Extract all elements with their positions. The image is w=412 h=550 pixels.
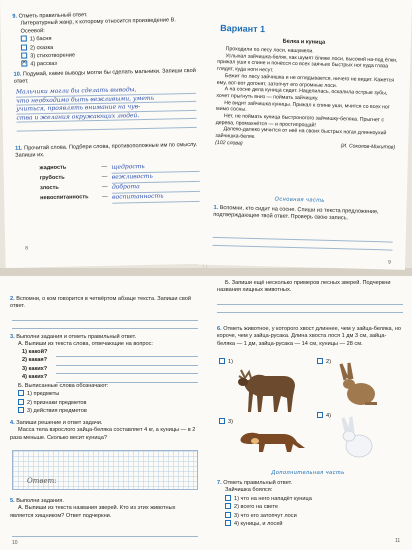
checkbox[interactable] [18, 390, 24, 396]
brown-hare-icon [335, 362, 385, 410]
question-10 [14, 68, 199, 87]
checkbox[interactable] [18, 399, 24, 405]
question-9 [12, 10, 198, 70]
answer-line: ства и желания окружающих людей. [16, 110, 196, 122]
option-1-moose[interactable]: 1) [219, 358, 305, 416]
answer-label: Ответ: [27, 477, 57, 485]
answer-line [12, 528, 198, 537]
q5-part-b: Б. Запиши ещё несколько примеров лесных зверей. Подчеркни названия хищных животных. [217, 280, 391, 294]
story-text: Проходили по лесу лоси, нашумели. Услыхал зайчишка-беляк, как шумят ближе лоси, высокий на-под ёлки, прижал уши к спине и понёсся со всех заячьих быстрых ног куда глаза глядят, куда ноги несут. Бежит по лесу зайчишка и не оглядывается, ничего не видит. Кажется ему, вот-вот догонят, затопчут его огромные лоси. А на сосне дела куница сидит. Нацелилась, оскалила острые зубы, хочет прыгнуть вниз — поймать зайчишку. Не видит зайчишка куницы. Прижал к спине уши, мчится со всех ног мимо сосны. Нет, не поймать куница быстроногого зайчишку-беляка. Прыгнет с дерева, промахнётся — и простипрощай! Далеко-далеко умчится от неё на своих быстрых ногах длинноухий зайчишка-беляк. (102 слова) (И. Соколов-Микитов) [215, 46, 398, 151]
solution-grid[interactable] [12, 450, 198, 490]
q9-num: 9. [12, 13, 18, 20]
pair-row: злость — доброта [40, 182, 200, 195]
q7-option-4[interactable]: 4) куницы, и лосей [225, 520, 403, 528]
page-number: 11 [395, 538, 401, 544]
q11-pairs [39, 162, 200, 205]
q5-answer-lines[interactable] [12, 528, 198, 537]
question-2: 2. Вспомни, о ком говорится в четвёртом абзаце текста. Запиши свой ответ. [10, 296, 191, 310]
story-title: Белка и куница [282, 38, 326, 46]
page-9 [198, 0, 412, 270]
option-2-hare[interactable]: 2) [317, 358, 385, 410]
answer-field[interactable] [56, 374, 198, 383]
q7-option-3[interactable]: 3) что его затопчут лоси [225, 512, 403, 520]
answer-line: учиться, проявлять внимание на чув- [16, 102, 196, 114]
page-number: 10 [12, 540, 18, 546]
white-hare-icon [335, 416, 381, 460]
q7-option-1[interactable]: 1) что на него нападёт куница [225, 495, 403, 503]
answer-line [217, 305, 403, 314]
variant-title: Вариант 1 [220, 22, 266, 35]
checkbox[interactable] [21, 36, 27, 42]
pair-row: жадность — щедрость [39, 162, 199, 175]
answer-field[interactable] [56, 357, 198, 366]
answer-line: что необходимо быть вежливыми, уметь [16, 93, 196, 105]
answer-line [217, 296, 403, 305]
checkbox[interactable] [317, 358, 323, 364]
page-number: 9 [388, 259, 391, 266]
q11-num: 11. [15, 145, 23, 152]
q9-lead: Литературный жанр, к которому относится произведение В. Осеевой: [20, 17, 176, 35]
checkbox[interactable] [21, 44, 27, 50]
question-4: 4. Запиши решение и ответ задачи. Масса тела взрослого зайца-беляка составляет 4 кг, а куницы — в 2 раза меньше. Сколько весит куница? [10, 420, 196, 441]
q9-option-1[interactable]: 1) басня [21, 32, 198, 44]
question-7: 7. Отметь правильный ответ. Зайчишка боялся: 1) что на него нападёт куница 2) всего на свете 3) что его затопчут лоси 4) куницы, и лосей [217, 480, 403, 528]
checkbox[interactable] [317, 412, 323, 418]
marten-icon [235, 422, 309, 458]
q9-option-2[interactable]: 2) сказка [21, 40, 198, 52]
checkbox[interactable] [219, 358, 225, 364]
section-main: Основная часть [274, 196, 325, 204]
q9-text: Отметь правильный ответ. [18, 12, 88, 20]
q10-text: Подумай, какие выводы могли бы сделать мальчики. Запиши свой ответ. [13, 67, 196, 86]
q3-item: 3) каких? [22, 366, 198, 375]
option-4-white-hare[interactable]: 4) [317, 412, 381, 460]
q5b-answer-lines[interactable] [217, 296, 403, 313]
checkbox[interactable] [225, 495, 231, 501]
q1-answer-lines[interactable] [212, 229, 392, 251]
q11-text: Прочитай слова. Подбери слова, противоположные им по смыслу. Запиши их. [15, 141, 198, 160]
option-3-marten[interactable]: 3) [219, 418, 309, 458]
story-author: (И. Соколов-Микитов) [340, 143, 396, 151]
q9-options [13, 32, 199, 69]
checkbox[interactable] [225, 503, 231, 509]
question-3: 3. Выполни задания и отметь правильный ответ. А. Выпиши из текста слова, отвечающие на вопрос: 1) какой? 2) какая? 3) каких? 4) каких? Б. Выписанные слова обозначают: 1) предметы 2) признаки предметов 3) действия предметов [10, 334, 198, 415]
question-11 [15, 142, 200, 161]
q10-answer-lines[interactable] [16, 85, 197, 131]
pair-row: невоспитанность — воспитанность [40, 192, 200, 205]
q3-item: 1) какой? [22, 349, 198, 358]
checkbox[interactable] [18, 407, 24, 413]
checkbox[interactable] [219, 418, 225, 424]
q2-answer-lines[interactable] [12, 312, 198, 329]
checkbox[interactable] [225, 512, 231, 518]
moose-icon [235, 362, 305, 416]
question-1: 1. Вспомни, кто сидит на сосне. Спиши из текста предложение, подтверждающее твой ответ. Проверь свою запись. [213, 204, 379, 222]
q3-option-3[interactable]: 3) действия предметов [18, 407, 198, 415]
answer-field[interactable] [56, 349, 198, 358]
pair-row: грубость — вежливость [40, 172, 200, 185]
question-6: 6. Отметь животное, у которого хвост длиннее, чем у зайца-беляка, но короче, чем у зайца-русака. Длина хвоста лося 1 дм 3 см, зайца-беляка — 1 дм, зайца-русака — 14 см, куницы — 28 см. [217, 326, 401, 347]
q10-num: 10. [13, 71, 22, 78]
q3-option-1[interactable]: 1) предметы [18, 390, 198, 398]
answer-line [12, 312, 198, 321]
checkbox[interactable] [225, 520, 231, 526]
question-5: 5. Выполни задания. А. Выпиши из текста названия зверей. Кто из этих животных является хищником? Ответ подчеркни. [10, 498, 176, 519]
checkbox-checked[interactable] [21, 61, 27, 67]
page-11 [205, 276, 412, 550]
q3-item: 4) каких? [22, 374, 198, 383]
answer-line: Мальчики могли бы сделать выводы, [16, 85, 196, 97]
page-number: 8 [25, 245, 29, 252]
page-10 [0, 276, 205, 550]
q9-option-4[interactable]: ×4) рассказ [21, 57, 198, 69]
section-additional: Дополнительная часть [271, 470, 345, 476]
q3-option-2[interactable]: 2) признаки предметов [18, 399, 198, 407]
word-count: (102 слова) [215, 139, 243, 147]
answer-line [12, 321, 198, 330]
q3-item: 2) какая? [22, 357, 198, 366]
q7-option-2[interactable]: 2) всего на свете [225, 503, 403, 511]
page-8 [0, 0, 211, 268]
answer-field[interactable] [56, 366, 198, 375]
q9-option-3[interactable]: 3) стихотворение [21, 49, 198, 61]
